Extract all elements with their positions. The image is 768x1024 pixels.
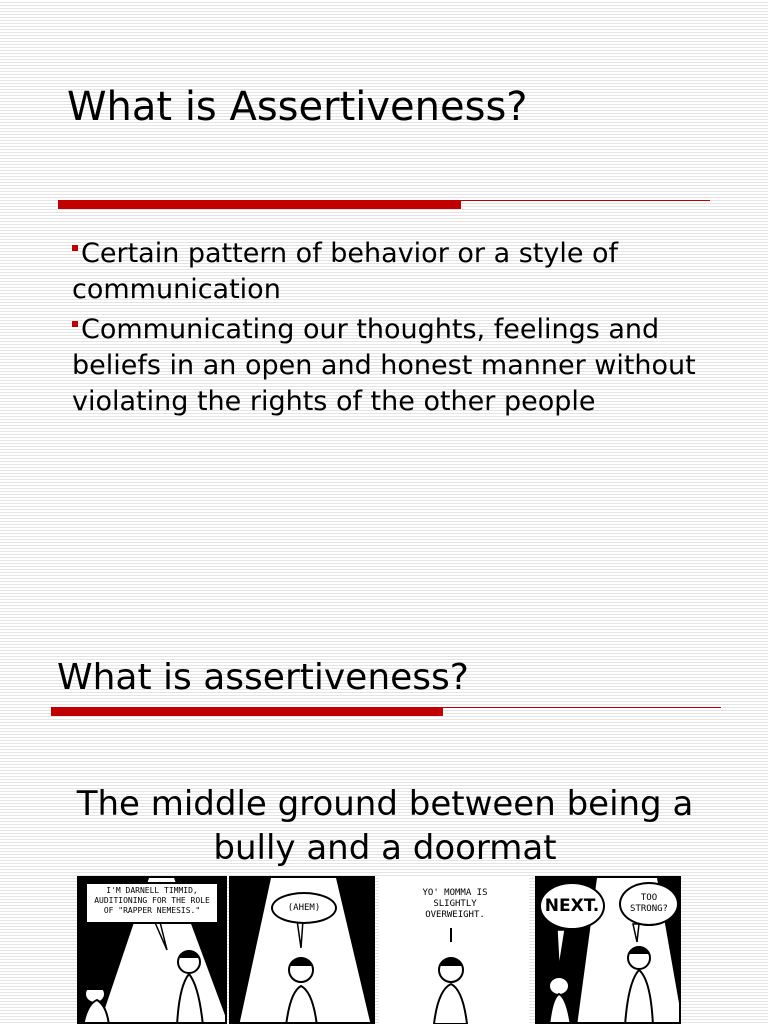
title-divider-1 [58, 200, 710, 202]
square-bullet-icon [72, 245, 78, 251]
comic-panel-1 [77, 876, 227, 1024]
slide-2-subtitle: The middle ground between being a bully and a doormat [76, 784, 694, 868]
comic-speech-bubble-4: NEXT. [539, 882, 605, 930]
comic-speech-bubble-4b: TOO STRONG? [619, 882, 679, 926]
comic-panel-2 [229, 876, 375, 1024]
comic-text-3: YO' MOMMA IS SLIGHTLY OVERWEIGHT. [422, 888, 488, 920]
bullet-item: Certain pattern of behavior or a style of communication [72, 238, 619, 305]
title-divider-2 [51, 707, 721, 709]
comic-speech-bubble-2: (AHEM) [271, 892, 337, 924]
comic-panel-4 [535, 876, 681, 1024]
bullet-item: Communicating our thoughts, feelings and beliefs in an open and honest manner without violating the rights of the other people [72, 314, 696, 417]
comic-panel-3 [379, 876, 529, 1024]
square-bullet-icon [72, 321, 78, 327]
bullet-list [72, 236, 722, 424]
comic-strip [77, 876, 681, 1024]
comic-credit: WWW.CANDORVILLE.COM [217, 918, 223, 976]
comic-caption-1: I'M DARNELL TIMMID, AUDITIONING FOR THE ROLE OF "RAPPER NEMESIS." [85, 882, 219, 924]
slide-1-title: What is Assertiveness? [67, 84, 528, 130]
slide-2-title: What is assertiveness? [57, 657, 469, 698]
